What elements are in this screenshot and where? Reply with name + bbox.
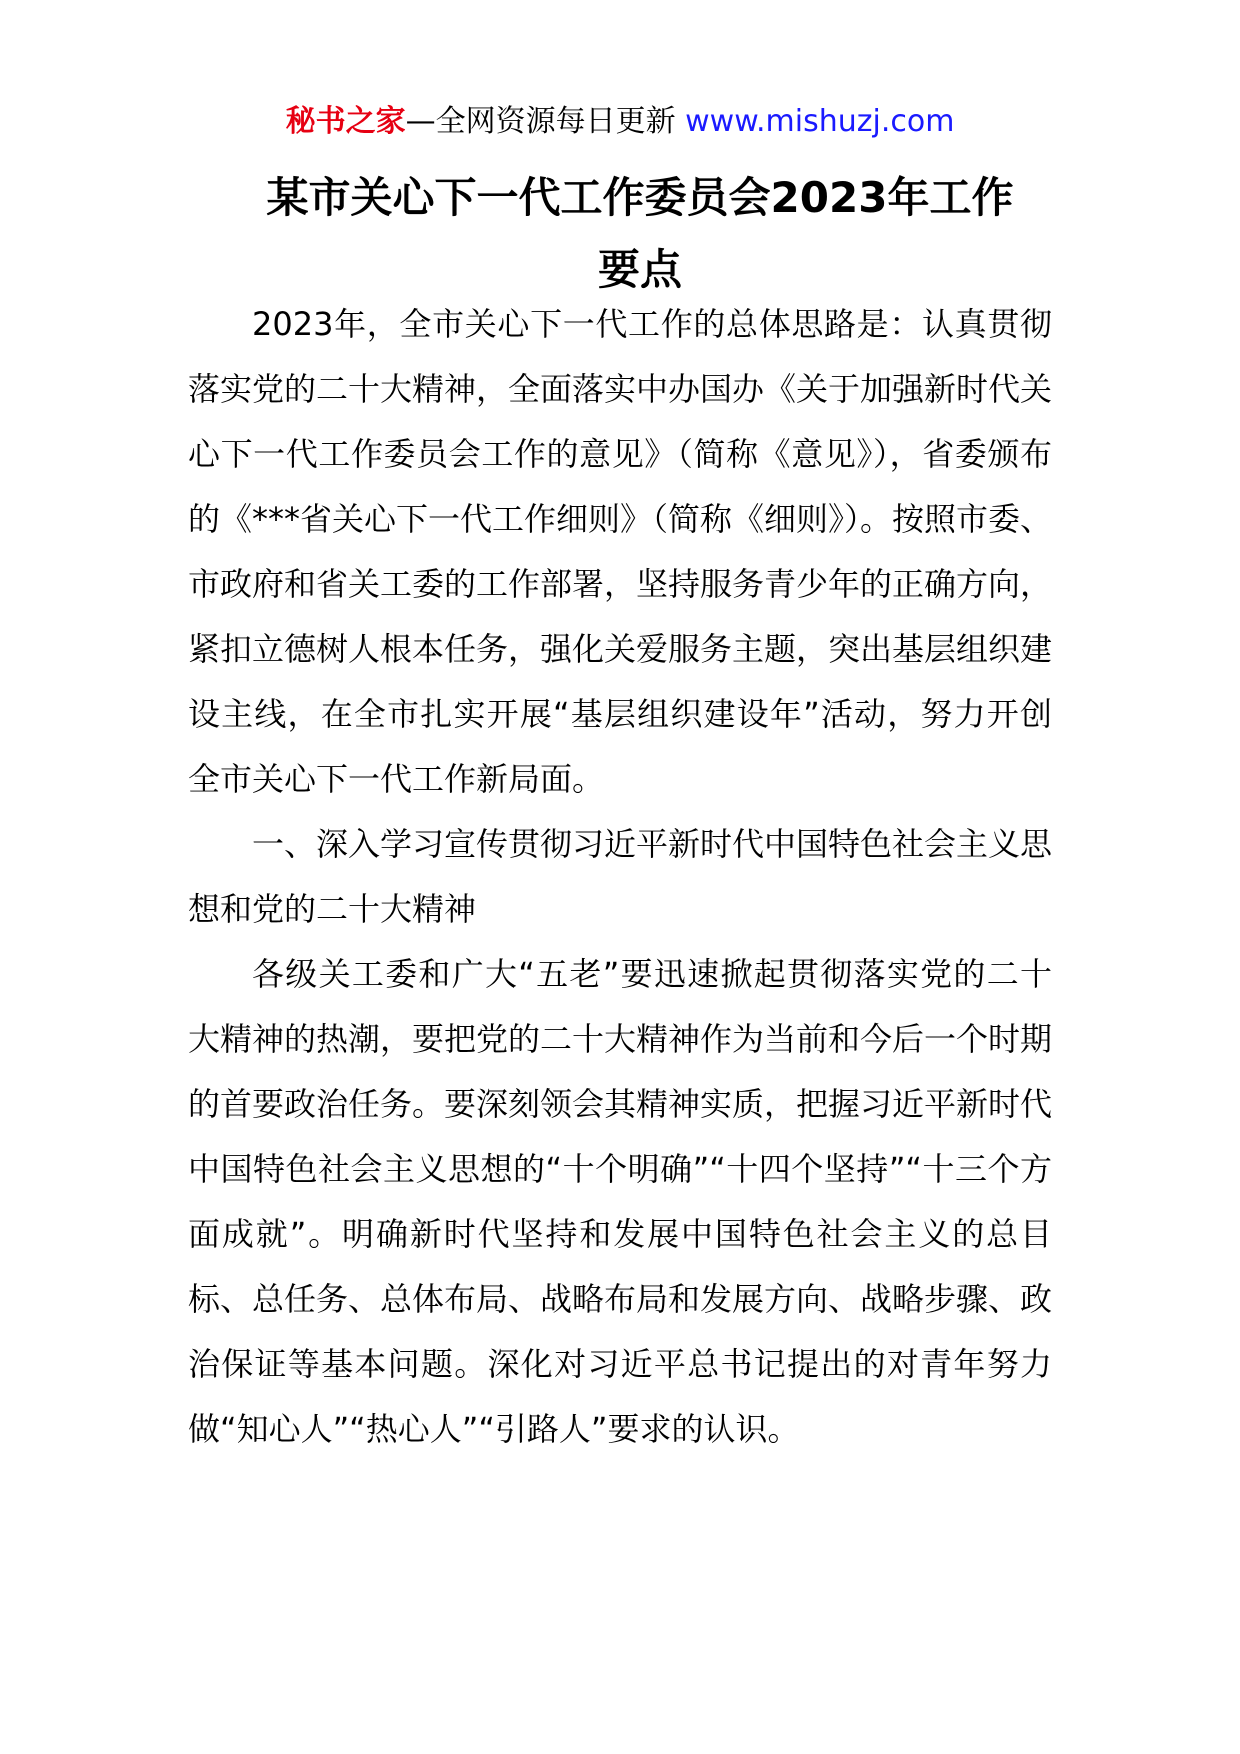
header-tagline: —全网资源每日更新	[405, 104, 676, 139]
brand-name: 秘书之家	[285, 104, 406, 139]
document-title: 某市关心下一代工作委员会2023年工作要点	[266, 173, 1014, 294]
body-paragraph: 各级关工委和广大“五老”要迅速掀起贯彻落实党的二十大精神的热潮，要把党的二十大精神作为当前和今后一个时期的首要政治任务。要深刻领会其精神实质，把握习近平新时代中国特色社会主义思想的“十个明确”“十四个坚持”“十三个方面成就”。明确新时代坚持和发展中国特色社会主义的总目标、总任务、总体布局、战略布局和发展方向、战略步骤、政治保证等基本问题。深化对习近平总书记提出的对青年努力做“知心人”“热心人”“引路人”要求的认识。	[188, 955, 1053, 1448]
site-header	[0, 100, 1240, 144]
document-body	[188, 292, 1052, 1462]
site-url-link[interactable]: www.mishuzj.com	[685, 104, 955, 139]
section-heading: 一、深入学习宣传贯彻习近平新时代中国特色社会主义思想和党的二十大精神	[188, 825, 1053, 928]
intro-paragraph: 2023年，全市关心下一代工作的总体思路是：认真贯彻落实党的二十大精神，全面落实中办国办《关于加强新时代关心下一代工作委员会工作的意见》（简称《意见》），省委颁布的《***省关心下一代工作细则》（简称《细则》）。按照市委、市政府和省关工委的工作部署，坚持服务青少年的正确方向，紧扣立德树人根本任务，强化关爱服务主题，突出基层组织建设主线，在全市扎实开展“基层组织建设年”活动，努力开创全市关心下一代工作新局面。	[188, 305, 1053, 798]
